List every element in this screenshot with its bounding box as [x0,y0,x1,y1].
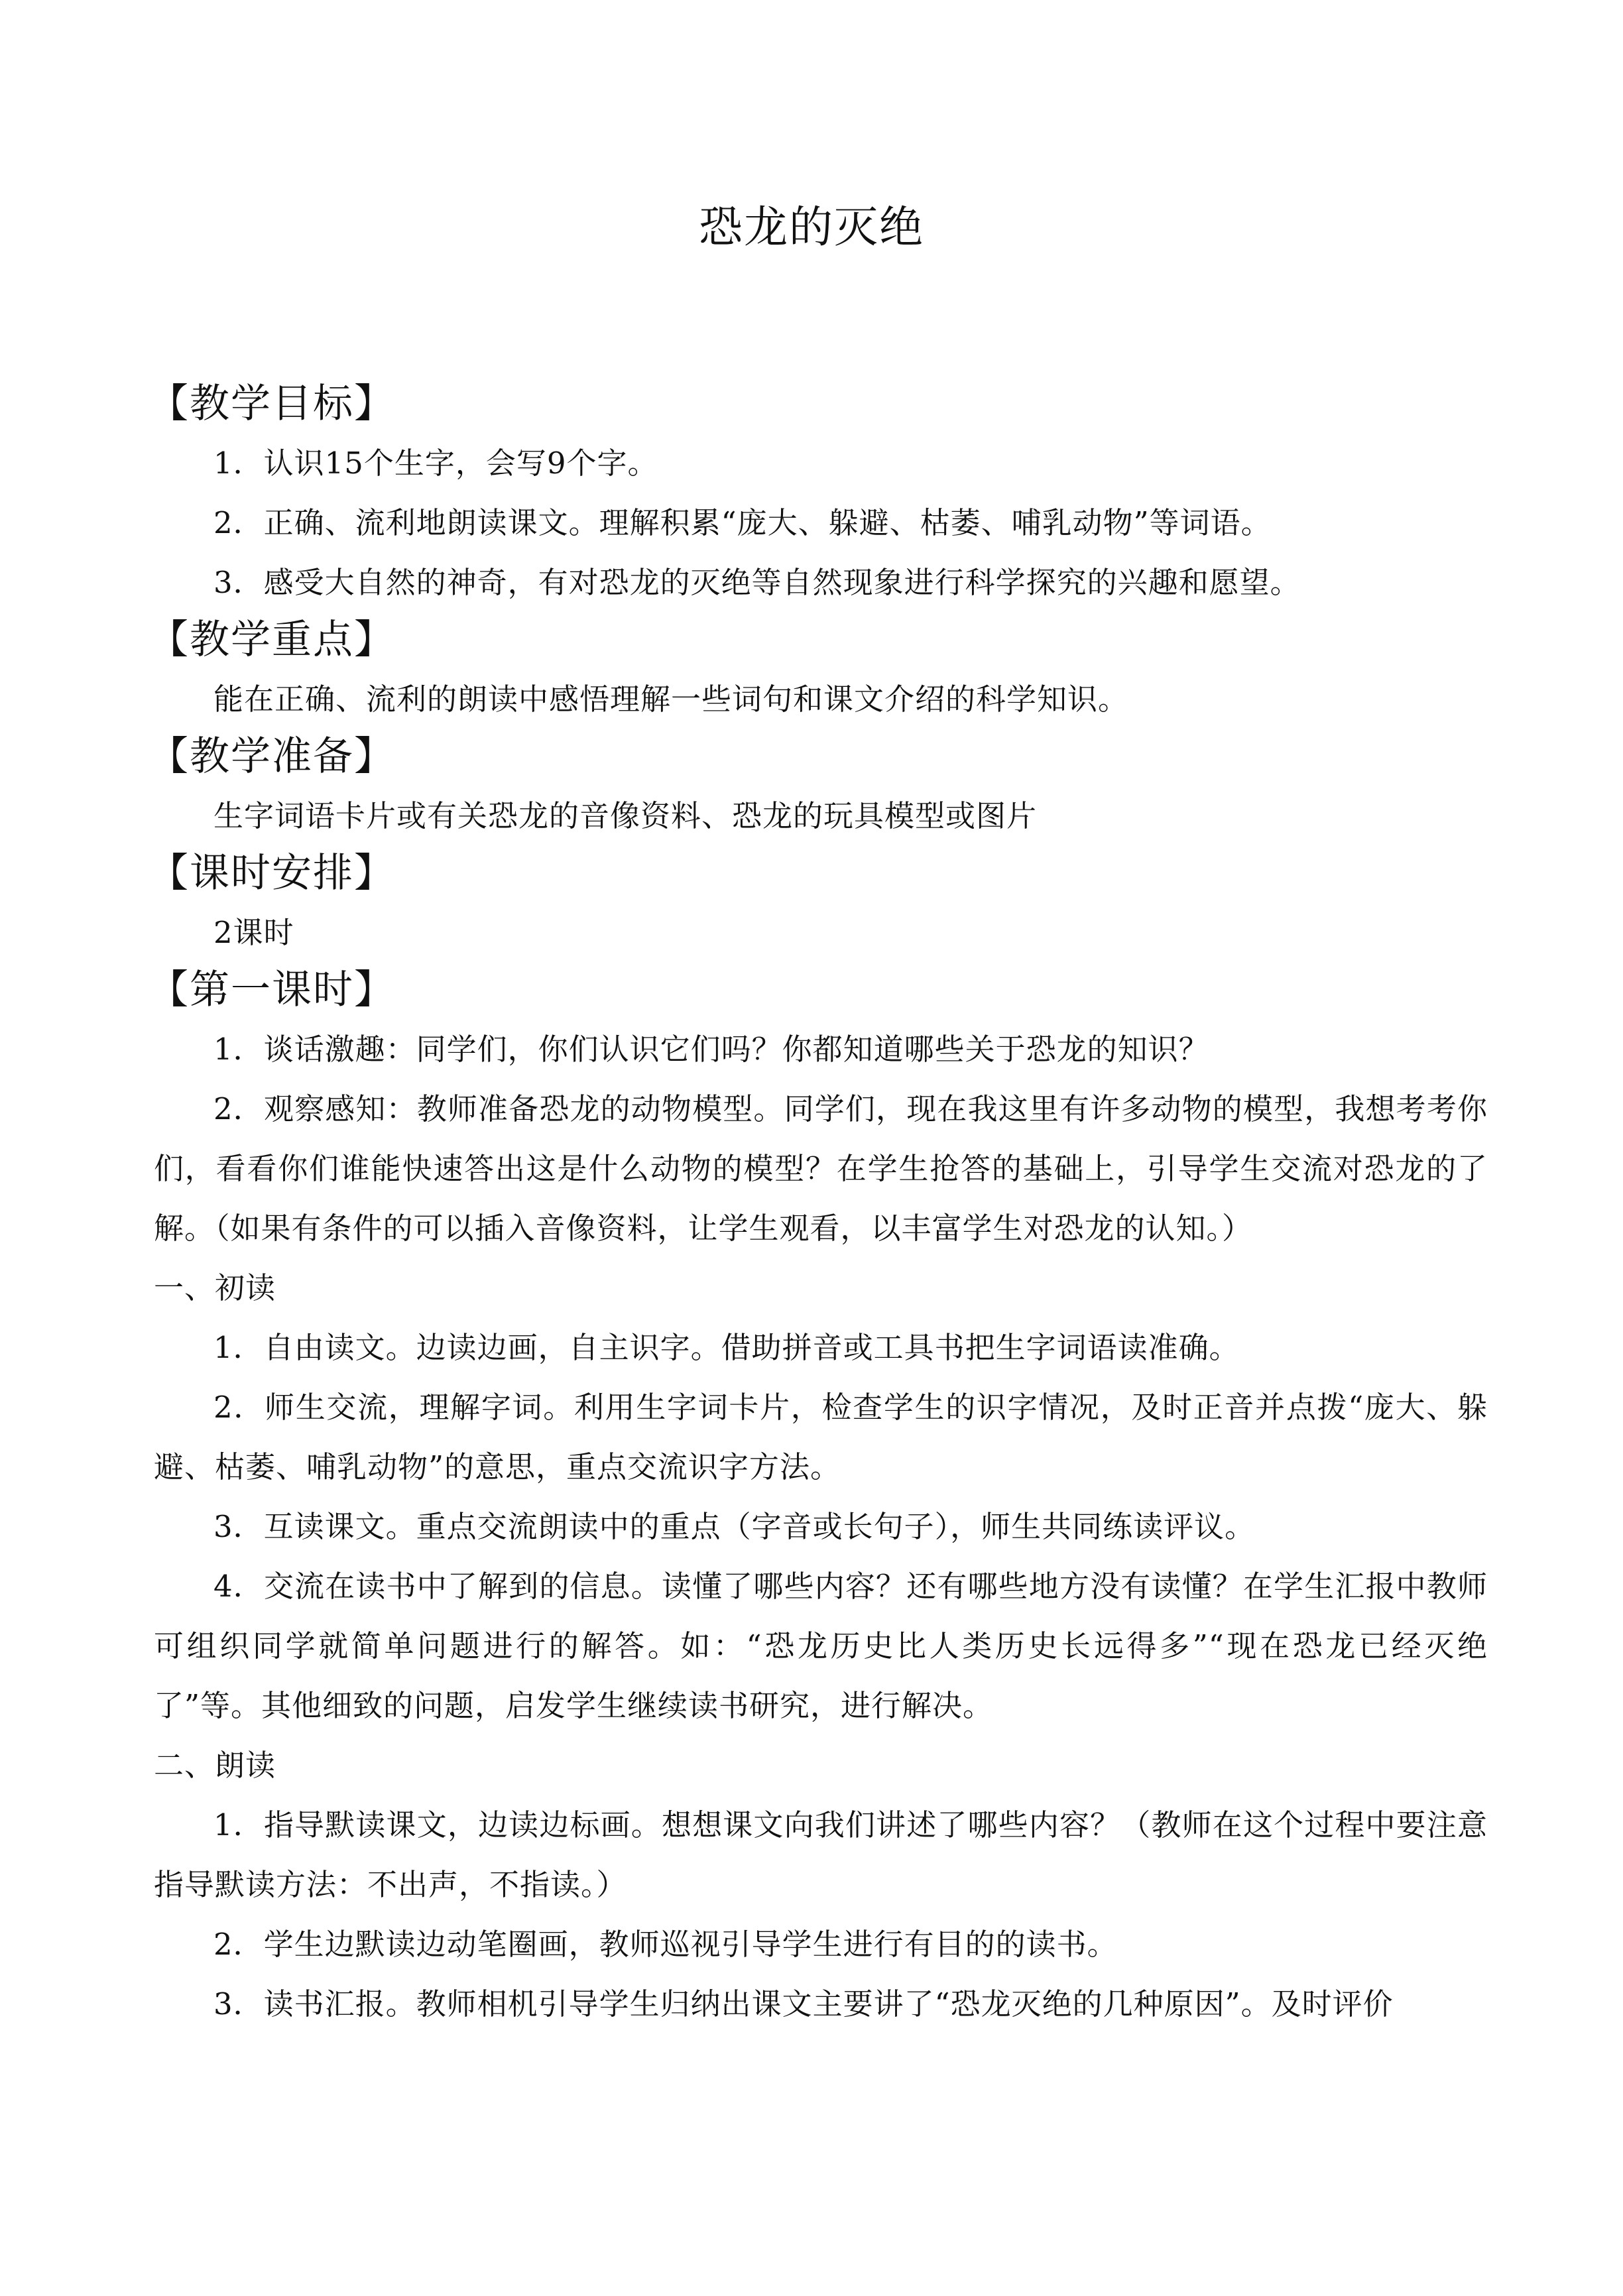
heading-schedule: 【课时安排】 [149,850,395,896]
preparation-text: 生字词语卡片或有关恐龙的音像资料、恐龙的玩具模型或图片 [213,798,1038,833]
part2-label: 二、朗读 [154,1748,276,1783]
part1-label: 一、初读 [154,1270,276,1305]
part1-item: 3．互读课文。重点交流朗读中的重点（字音或长句子），师生共同练读评议。 [213,1509,1256,1544]
page-title: 恐龙的灭绝 [699,202,924,253]
part1-item: 2．师生交流，理解字词。利用生字词卡片，检查学生的识字情况，及时正音并点拨“庞大、躲避、枯萎、哺乳动物”的意思，重点交流识字方法。 [154,1390,1488,1484]
document-body [149,377,1488,2034]
objective-item: 3．感受大自然的神奇，有对恐龙的灭绝等自然现象进行科学探究的兴趣和愿望。 [213,565,1301,600]
keypoints-text: 能在正确、流利的朗读中感悟理解一些词句和课文介绍的科学知识。 [213,682,1129,717]
objective-item: 2．正确、流利地朗读课文。理解积累“庞大、躲避、枯萎、哺乳动物”等词语。 [213,505,1272,540]
heading-keypoints: 【教学重点】 [149,617,395,663]
heading-preparation: 【教学准备】 [149,733,395,780]
part2-item: 2．学生边默读边动笔圈画，教师巡视引导学生进行有目的的读书。 [213,1927,1118,1962]
part2-item: 3．读书汇报。教师相机引导学生归纳出课文主要讲了“恐龙灭绝的几种原因”。及时评价 [213,1986,1394,2022]
objective-item: 1．认识15个生字，会写9个字。 [213,446,658,481]
part1-item: 4．交流在读书中了解到的信息。读懂了哪些内容？还有哪些地方没有读懂？在学生汇报中教师可组织同学就简单问题进行的解答。如：“恐龙历史比人类历史长远得多”“现在恐龙已经灭绝了”等。其他细致的问题，启发学生继续读书研究，进行解决。 [154,1569,1488,1723]
heading-lesson1: 【第一课时】 [149,967,395,1013]
lesson1-intro-item: 1．谈话激趣：同学们，你们认识它们吗？你都知道哪些关于恐龙的知识？ [213,1032,1209,1067]
heading-objectives: 【教学目标】 [149,381,395,427]
schedule-text: 2课时 [213,915,294,950]
part2-item: 1．指导默读课文，边读边标画。想想课文向我们讲述了哪些内容？（教师在这个过程中要注意指导默读方法：不出声，不指读。） [154,1807,1488,1902]
lesson1-intro-item: 2．观察感知：教师准备恐龙的动物模型。同学们，现在我这里有许多动物的模型，我想考考你们，看看你们谁能快速答出这是什么动物的模型？在学生抢答的基础上，引导学生交流对恐龙的了解。（如果有条件的可以插入音像资料，让学生观看，以丰富学生对恐龙的认知。） [154,1091,1488,1246]
part1-item: 1．自由读文。边读边画，自主识字。借助拼音或工具书把生字词语读准确。 [213,1330,1240,1365]
